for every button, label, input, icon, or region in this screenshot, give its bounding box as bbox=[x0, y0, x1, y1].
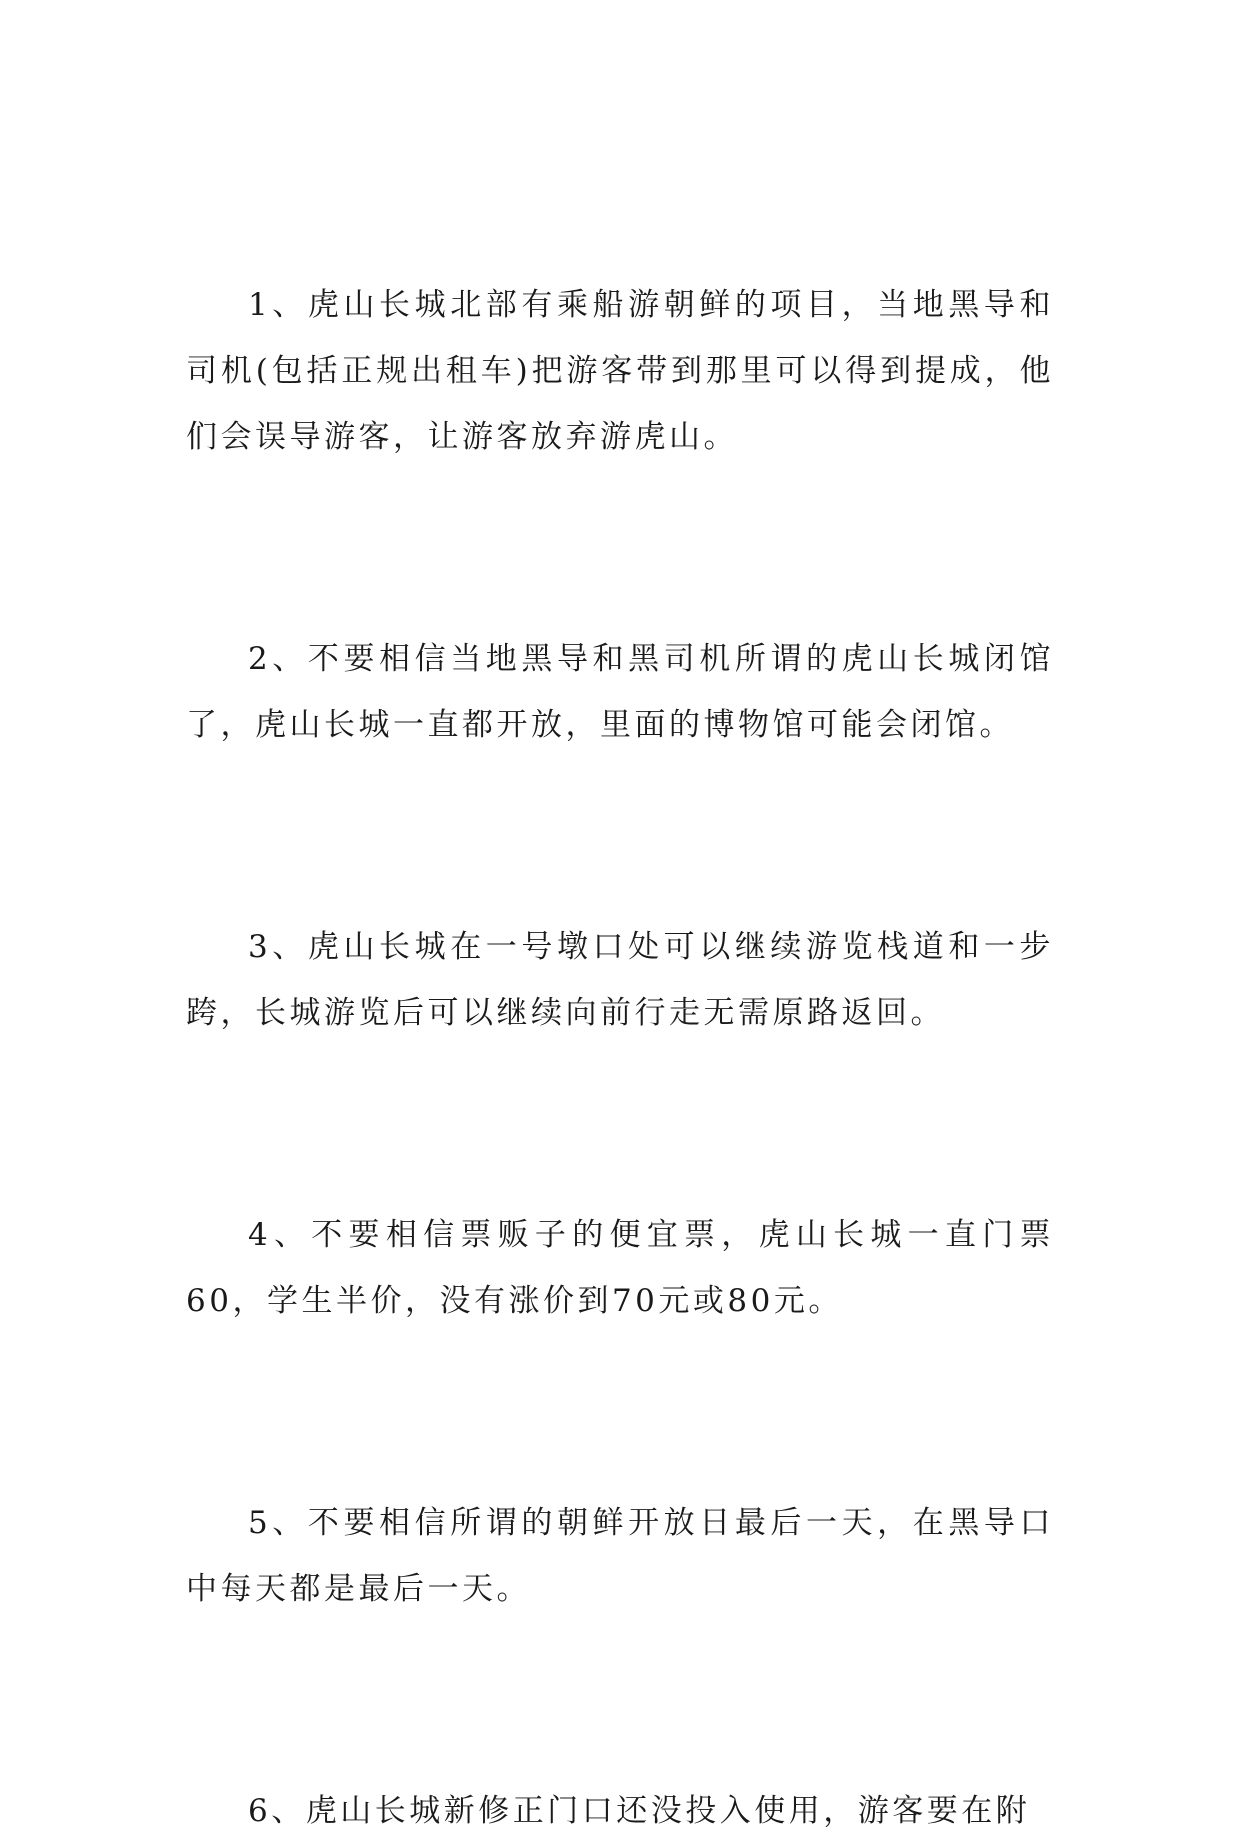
paragraph-1: 1、虎山长城北部有乘船游朝鲜的项目，当地黑导和司机(包括正规出租车)把游客带到那里可以得到提成，他们会误导游客，让游客放弃游虎山。 bbox=[186, 287, 1054, 455]
paragraph-spacer bbox=[186, 1334, 1054, 1490]
document-body bbox=[186, 272, 1054, 1844]
paragraph-spacer bbox=[186, 758, 1054, 914]
paragraph-spacer bbox=[186, 1046, 1054, 1202]
paragraph-3: 3、虎山长城在一号墩口处可以继续游览栈道和一步跨，长城游览后可以继续向前行走无需原路返回。 bbox=[186, 929, 1054, 1031]
paragraph-6: 6、虎山长城新修正门口还没投入使用，游客要在附 bbox=[248, 1793, 1031, 1829]
paragraph-2: 2、不要相信当地黑导和黑司机所谓的虎山长城闭馆了，虎山长城一直都开放，里面的博物馆可能会闭馆。 bbox=[186, 641, 1054, 743]
paragraph-spacer bbox=[186, 470, 1054, 626]
paragraph-spacer bbox=[186, 1622, 1054, 1778]
paragraph-5: 5、不要相信所谓的朝鲜开放日最后一天，在黑导口中每天都是最后一天。 bbox=[186, 1505, 1054, 1607]
paragraph-4: 4、不要相信票贩子的便宜票，虎山长城一直门票60，学生半价，没有涨价到70元或80元。 bbox=[186, 1217, 1054, 1319]
